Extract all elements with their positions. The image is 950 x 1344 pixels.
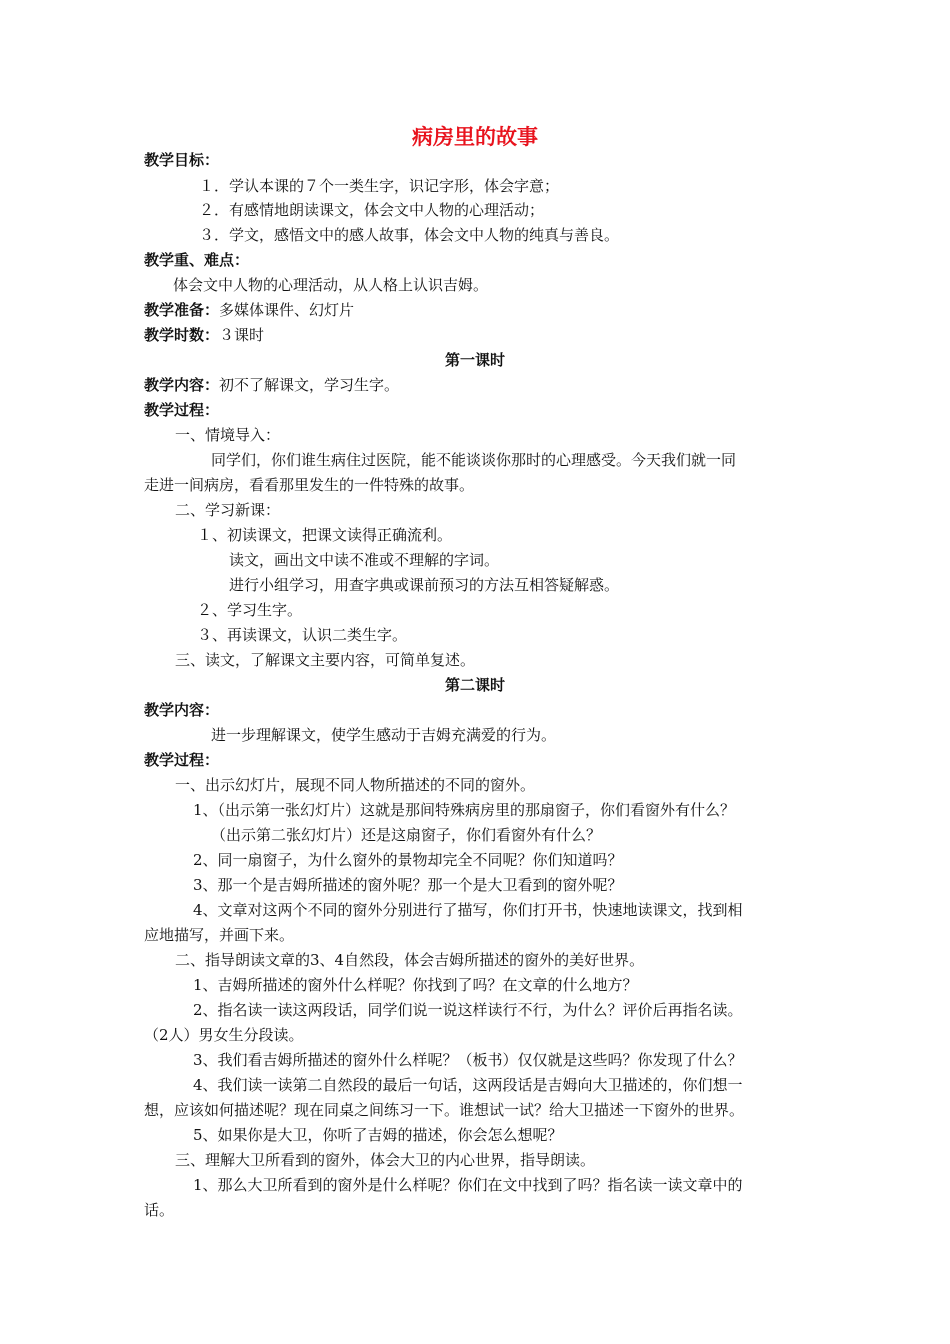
lesson2-step2-2a: 2、指名读一读这两段话，同学们说一说这样读行不行，为什么？评价后再指名读。 <box>193 1001 743 1019</box>
lesson1-content-label: 教学内容： <box>144 376 220 394</box>
lesson1-step2-1: １、初读课文，把课文读得正确流利。 <box>197 526 453 544</box>
lesson1-content <box>144 374 814 396</box>
lesson2-step2-1: 1、吉姆所描述的窗外什么样呢？你找到了吗？在文章的什么地方？ <box>193 976 638 994</box>
lesson2-step3: 三、理解大卫所看到的窗外，体会大卫的内心世界，指导朗读。 <box>175 1151 596 1169</box>
lesson2-step1-4b: 应地描写，并画下来。 <box>144 926 295 944</box>
lesson2-step2-3: 3、我们看吉姆所描述的窗外什么样呢？（板书）仅仅就是这些吗？你发现了什么？ <box>193 1051 743 1069</box>
lesson1-step2-1b: 进行小组学习，用查字典或课前预习的方法互相答疑解惑。 <box>229 576 620 594</box>
prep-text: 多媒体课件、幻灯片 <box>219 301 355 319</box>
lesson1-step3: 三、读文，了解课文主要内容，可简单复述。 <box>175 651 476 669</box>
lesson1-step2-1a: 读文，画出文中读不准或不理解的字词。 <box>229 551 500 569</box>
lesson2-step2-4b: 想，应该如何描述呢？现在同桌之间练习一下。谁想试一试？给大卫描述一下窗外的世界。 <box>144 1101 745 1119</box>
lesson2-step1-1: 1、（出示第一张幻灯片）这就是那间特殊病房里的那扇窗子，你们看窗外有什么？ <box>193 801 736 819</box>
lesson2-step3-1b: 话。 <box>144 1201 175 1219</box>
lesson2-step2-4a: 4、我们读一读第二自然段的最后一句话，这两段话是吉姆向大卫描述的，你们想一 <box>193 1076 743 1094</box>
hours-line <box>144 324 814 346</box>
lesson1-step1-para-a: 同学们，你们谁生病住过医院，能不能谈谈你那时的心理感受。今天我们就一同 <box>211 451 737 469</box>
goal-item-3: ３．学文，感悟文中的感人故事，体会文中人物的纯真与善良。 <box>199 226 620 244</box>
lesson2-content-text: 进一步理解课文，使学生感动于吉姆充满爱的行为。 <box>211 726 557 744</box>
lesson2-step1-4a: 4、文章对这两个不同的窗外分别进行了描写，你们打开书，快速地读课文，找到相 <box>193 901 743 919</box>
lesson2-heading: 第二课时 <box>444 676 505 694</box>
lesson2-step1: 一、出示幻灯片，展现不同人物所描述的不同的窗外。 <box>175 776 536 794</box>
lesson2-process-label: 教学过程： <box>144 751 220 769</box>
lesson1-process-label: 教学过程： <box>144 401 220 419</box>
focus-text: 体会文中人物的心理活动，从人格上认识吉姆。 <box>173 276 489 294</box>
goal-item-1: １．学认本课的７个一类生字，识记字形，体会字意； <box>199 177 560 195</box>
prep-label: 教学准备： <box>144 301 220 319</box>
lesson1-step1: 一、情境导入： <box>175 426 281 444</box>
lesson2-step2-2b: （2人）男女生分段读。 <box>144 1026 304 1044</box>
goal-item-2: ２．有感情地朗读课文，体会文中人物的心理活动； <box>199 201 545 219</box>
lesson1-content-text: 初不了解课文，学习生字。 <box>219 376 400 394</box>
lesson2-step1-2: 2、同一扇窗子，为什么窗外的景物却完全不同呢？你们知道吗？ <box>193 851 623 869</box>
lesson1-heading: 第一课时 <box>444 351 505 369</box>
lesson2-content-label: 教学内容： <box>144 701 220 719</box>
lesson2-step2-5: 5、如果你是大卫，你听了吉姆的描述，你会怎么想呢？ <box>193 1126 563 1144</box>
hours-text: ３课时 <box>219 326 265 344</box>
goals-label: 教学目标： <box>144 151 220 169</box>
focus-label: 教学重、难点： <box>144 251 250 269</box>
lesson1-step2-3: ３、再读课文，认识二类生字。 <box>197 626 408 644</box>
lesson2-step3-1a: 1、那么大卫所看到的窗外是什么样呢？你们在文中找到了吗？指名读一读文章中的 <box>193 1176 743 1194</box>
lesson1-step2: 二、学习新课： <box>175 501 281 519</box>
prep-line <box>144 299 814 321</box>
lesson2-step2: 二、指导朗读文章的3、4自然段，体会吉姆所描述的窗外的美好世界。 <box>175 951 645 969</box>
lesson2-step1-3: 3、那一个是吉姆所描述的窗外呢？那一个是大卫看到的窗外呢？ <box>193 876 623 894</box>
hours-label: 教学时数： <box>144 326 220 344</box>
lesson2-step1-1b: （出示第二张幻灯片）还是这扇窗子，你们看窗外有什么？ <box>211 826 602 844</box>
document-title: 病房里的故事 <box>412 125 538 149</box>
lesson1-step1-para-b: 走进一间病房，看看那里发生的一件特殊的故事。 <box>144 476 475 494</box>
lesson1-step2-2: ２、学习生字。 <box>197 601 303 619</box>
